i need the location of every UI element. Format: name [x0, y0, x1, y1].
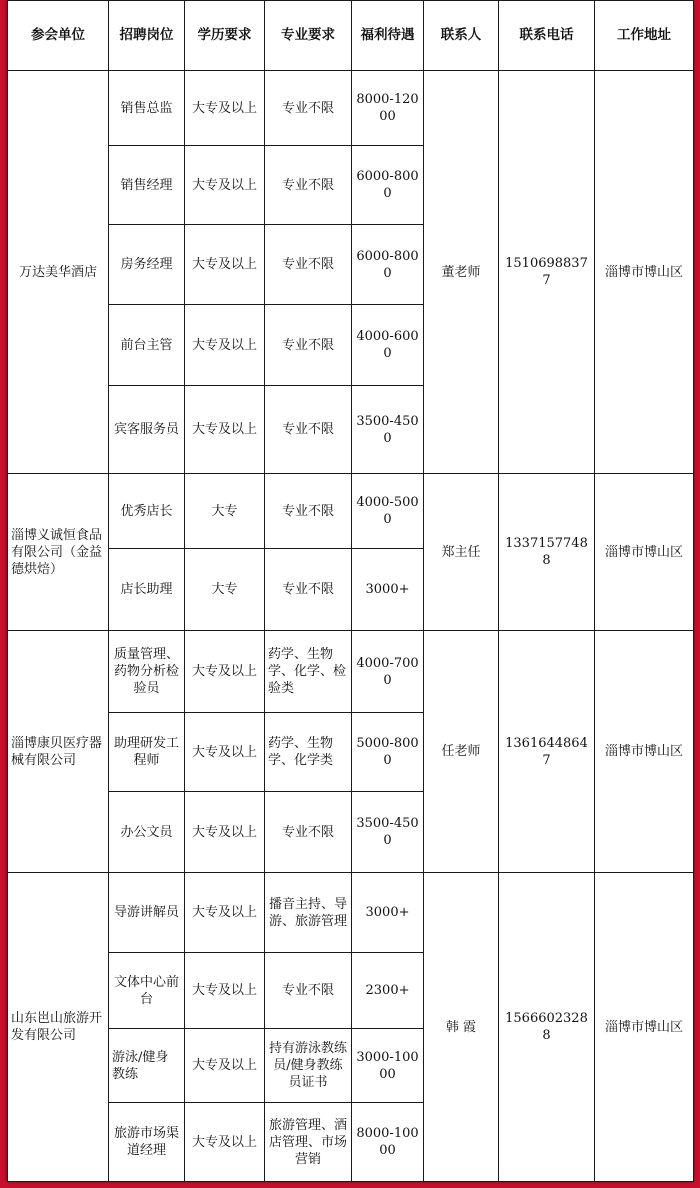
- job-salary: 3000-10000: [352, 1029, 424, 1103]
- job-salary: 6000-8000: [352, 225, 424, 305]
- job-position: 游泳/健身教练: [109, 1029, 185, 1103]
- job-major: 专业不限: [265, 71, 352, 146]
- job-salary: 2300+: [352, 953, 424, 1029]
- table-row: [8, 631, 694, 713]
- job-position: 前台主管: [109, 305, 185, 386]
- job-salary: 3500-4500: [352, 792, 424, 873]
- header-row: [8, 1, 694, 71]
- company-address: 淄博市博山区: [595, 71, 694, 474]
- header-contact: 联系人: [424, 1, 499, 71]
- job-salary: 3500-4500: [352, 386, 424, 474]
- job-education: 大专及以上: [185, 1029, 265, 1103]
- job-position: 房务经理: [109, 225, 185, 305]
- header-education: 学历要求: [185, 1, 265, 71]
- job-education: 大专及以上: [185, 631, 265, 713]
- company-name: 淄博康贝医疗器械有限公司: [8, 631, 109, 873]
- table-row: [8, 71, 694, 146]
- job-position: 优秀店长: [109, 474, 185, 549]
- header-address: 工作地址: [595, 1, 694, 71]
- recruitment-sheet: [7, 0, 693, 1181]
- job-position: 销售经理: [109, 146, 185, 225]
- job-major: 旅游管理、酒店管理、市场营销: [265, 1103, 352, 1182]
- job-education: 大专: [185, 474, 265, 549]
- job-education: 大专及以上: [185, 225, 265, 305]
- job-salary: 6000-8000: [352, 146, 424, 225]
- company-phone: 15106988377: [499, 71, 595, 474]
- job-education: 大专及以上: [185, 71, 265, 146]
- job-position: 宾客服务员: [109, 386, 185, 474]
- job-education: 大专及以上: [185, 146, 265, 225]
- recruitment-table: [7, 0, 694, 1182]
- job-position: 旅游市场渠道经理: [109, 1103, 185, 1182]
- company-contact: 董老师: [424, 71, 499, 474]
- job-position: 文体中心前台: [109, 953, 185, 1029]
- table-row: [8, 474, 694, 549]
- header-phone: 联系电话: [499, 1, 595, 71]
- job-salary: 4000-7000: [352, 631, 424, 713]
- job-education: 大专及以上: [185, 713, 265, 792]
- job-education: 大专及以上: [185, 873, 265, 953]
- company-address: 淄博市博山区: [595, 873, 694, 1182]
- job-major: 播音主持、导游、旅游管理: [265, 873, 352, 953]
- job-position: 质量管理、药物分析检验员: [109, 631, 185, 713]
- job-major: 专业不限: [265, 305, 352, 386]
- job-major: 专业不限: [265, 146, 352, 225]
- company-address: 淄博市博山区: [595, 631, 694, 873]
- header-position: 招聘岗位: [109, 1, 185, 71]
- company-name: 淄博义诚恒食品有限公司（金益德烘焙）: [8, 474, 109, 631]
- job-education: 大专: [185, 549, 265, 631]
- job-major: 药学、生物学、化学类: [265, 713, 352, 792]
- header-company: 参会单位: [8, 1, 109, 71]
- table-row: [8, 873, 694, 953]
- job-major: 专业不限: [265, 792, 352, 873]
- job-position: 助理研发工程师: [109, 713, 185, 792]
- company-phone: 15666023288: [499, 873, 595, 1182]
- job-major: 专业不限: [265, 549, 352, 631]
- job-position: 导游讲解员: [109, 873, 185, 953]
- job-salary: 3000+: [352, 873, 424, 953]
- job-salary: 4000-5000: [352, 474, 424, 549]
- company-phone: 13371577488: [499, 474, 595, 631]
- job-major: 药学、生物学、化学、检验类: [265, 631, 352, 713]
- job-position: 销售总监: [109, 71, 185, 146]
- job-major: 持有游泳教练员/健身教练员证书: [265, 1029, 352, 1103]
- job-major: 专业不限: [265, 953, 352, 1029]
- company-address: 淄博市博山区: [595, 474, 694, 631]
- job-education: 大专及以上: [185, 792, 265, 873]
- header-salary: 福利待遇: [352, 1, 424, 71]
- company-contact: 韩 霞: [424, 873, 499, 1182]
- job-major: 专业不限: [265, 386, 352, 474]
- job-salary: 8000-10000: [352, 1103, 424, 1182]
- job-position: 办公文员: [109, 792, 185, 873]
- job-education: 大专及以上: [185, 305, 265, 386]
- company-phone: 13616448647: [499, 631, 595, 873]
- job-education: 大专及以上: [185, 953, 265, 1029]
- job-salary: 4000-6000: [352, 305, 424, 386]
- company-name: 山东岜山旅游开发有限公司: [8, 873, 109, 1182]
- job-position: 店长助理: [109, 549, 185, 631]
- job-salary: 5000-8000: [352, 713, 424, 792]
- job-education: 大专及以上: [185, 386, 265, 474]
- job-salary: 8000-12000: [352, 71, 424, 146]
- company-contact: 郑主任: [424, 474, 499, 631]
- job-major: 专业不限: [265, 225, 352, 305]
- company-contact: 任老师: [424, 631, 499, 873]
- header-major: 专业要求: [265, 1, 352, 71]
- job-education: 大专及以上: [185, 1103, 265, 1182]
- company-name: 万达美华酒店: [8, 71, 109, 474]
- job-major: 专业不限: [265, 474, 352, 549]
- job-salary: 3000+: [352, 549, 424, 631]
